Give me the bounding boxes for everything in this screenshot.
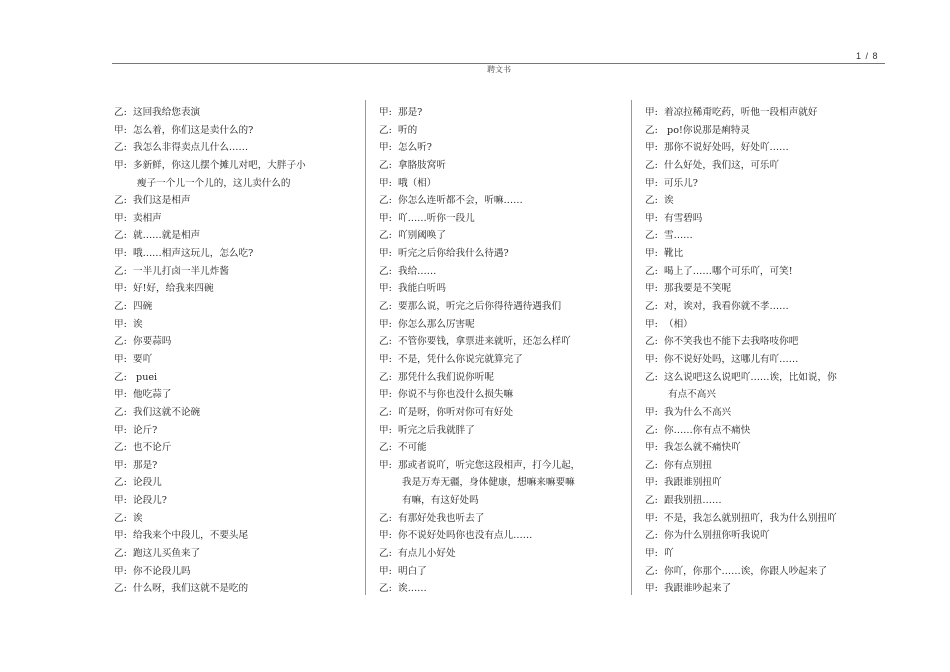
dialogue-line bbox=[379, 527, 627, 545]
dialogue-line bbox=[379, 333, 627, 351]
speaker-label: 乙: bbox=[645, 124, 658, 136]
dialogue-line bbox=[114, 580, 362, 598]
dialogue-line bbox=[114, 369, 362, 387]
dialogue-line bbox=[645, 369, 885, 387]
speaker-label: 乙: bbox=[114, 371, 127, 383]
dialogue-text: 就……就是相声 bbox=[133, 230, 201, 242]
dialogue-line bbox=[114, 510, 362, 528]
speaker-label: 乙: bbox=[114, 406, 127, 418]
dialogue-line bbox=[379, 104, 627, 122]
dialogue-line bbox=[645, 527, 885, 545]
dialogue-line bbox=[114, 563, 362, 581]
speaker-label: 甲: bbox=[379, 318, 392, 330]
speaker-label: 乙: bbox=[379, 230, 392, 242]
dialogue-text: 什么呀，我们这就不是吃的 bbox=[133, 583, 249, 595]
dialogue-text: 我怎么非得卖点儿什么…… bbox=[133, 142, 249, 154]
dialogue-line bbox=[645, 563, 885, 581]
speaker-label: 乙: bbox=[114, 230, 127, 242]
dialogue-text: 你吖，你那个……诶，你跟人吵起来了 bbox=[664, 565, 828, 577]
dialogue-text: 给我来个中段儿，不要头尾 bbox=[133, 530, 249, 542]
speaker-label: 甲: bbox=[379, 565, 392, 577]
speaker-label: 甲: bbox=[645, 406, 658, 418]
dialogue-text: 你怎么连听都不会，听嘛…… bbox=[398, 195, 523, 207]
speaker-label: 甲: bbox=[379, 212, 392, 224]
dialogue-text: 哦（相） bbox=[398, 177, 437, 189]
dialogue-text: 我跟谁别扭吖 bbox=[664, 477, 722, 489]
speaker-label: 乙: bbox=[645, 336, 658, 348]
speaker-label: 甲: bbox=[114, 318, 127, 330]
dialogue-text: puei bbox=[133, 371, 158, 383]
speaker-label: 乙: bbox=[114, 583, 127, 595]
dialogue-text: 那是? bbox=[133, 459, 158, 471]
dialogue-text: （相） bbox=[664, 318, 693, 330]
speaker-label: 甲: bbox=[645, 177, 658, 189]
speaker-label: 甲: bbox=[379, 177, 392, 189]
speaker-label: 甲: bbox=[379, 424, 392, 436]
speaker-label: 乙: bbox=[379, 265, 392, 277]
dialogue-line bbox=[645, 386, 885, 404]
dialogue-text: 有点不高兴 bbox=[668, 389, 716, 401]
dialogue-line bbox=[379, 210, 627, 228]
speaker-label: 甲: bbox=[114, 124, 127, 136]
dialogue-line bbox=[114, 492, 362, 510]
speaker-label: 甲: bbox=[645, 512, 658, 524]
dialogue-line bbox=[645, 122, 885, 140]
speaker-label: 乙: bbox=[379, 195, 392, 207]
dialogue-text: 明白了 bbox=[398, 565, 427, 577]
dialogue-text: 诶 bbox=[133, 512, 143, 524]
dialogue-line bbox=[645, 422, 885, 440]
dialogue-line bbox=[114, 386, 362, 404]
dialogue-line bbox=[379, 316, 627, 334]
speaker-label: 乙: bbox=[645, 495, 658, 507]
dialogue-text: 那是? bbox=[398, 107, 423, 118]
speaker-label: 甲: bbox=[114, 424, 127, 436]
dialogue-text: 那我要是不笑呢 bbox=[664, 283, 732, 295]
dialogue-line bbox=[114, 422, 362, 440]
speaker-label: 乙: bbox=[645, 530, 658, 542]
dialogue-line bbox=[645, 280, 885, 298]
speaker-label: 乙: bbox=[114, 107, 127, 118]
dialogue-text: 吖是呀，你听对你可有好处 bbox=[398, 406, 514, 418]
dialogue-text: 你不论段儿吗 bbox=[133, 565, 191, 577]
dialogue-line bbox=[645, 510, 885, 528]
speaker-label: 乙: bbox=[379, 124, 392, 136]
speaker-label: 甲: bbox=[114, 283, 127, 295]
dialogue-line bbox=[645, 457, 885, 475]
dialogue-line bbox=[114, 298, 362, 316]
dialogue-text: 靴比 bbox=[664, 248, 684, 260]
dialogue-text: 不可能 bbox=[398, 442, 427, 454]
dialogue-text: 那你不说好处吗，好处吖…… bbox=[664, 142, 789, 154]
dialogue-text: 也不论斤 bbox=[133, 442, 172, 454]
speaker-label: 甲: bbox=[645, 212, 658, 224]
dialogue-line bbox=[645, 175, 885, 193]
dialogue-text: 你……你有点不痛快 bbox=[664, 424, 751, 436]
dialogue-text: 论斤? bbox=[133, 424, 158, 436]
dialogue-line bbox=[114, 175, 362, 193]
dialogue-text: 我跟谁吵起来了 bbox=[664, 583, 732, 595]
speaker-label: 甲: bbox=[379, 459, 392, 471]
speaker-label: 乙: bbox=[114, 512, 127, 524]
dialogue-text: 什么好处，我们这，可乐吖 bbox=[664, 159, 780, 171]
dialogue-text: 我能白听吗 bbox=[398, 283, 446, 295]
speaker-label: 乙: bbox=[645, 371, 658, 383]
text-column-3 bbox=[645, 104, 885, 598]
speaker-label: 乙: bbox=[114, 142, 127, 154]
speaker-label: 甲: bbox=[114, 565, 127, 577]
dialogue-text: 你不说好处吗，这哪儿有吖…… bbox=[664, 353, 799, 365]
dialogue-text: 论段儿? bbox=[133, 495, 167, 507]
speaker-label: 甲: bbox=[114, 530, 127, 542]
speaker-label: 甲: bbox=[379, 353, 392, 365]
speaker-label: 甲: bbox=[645, 442, 658, 454]
speaker-label: 乙: bbox=[379, 371, 392, 383]
dialogue-text: 有雪碧吗 bbox=[664, 212, 703, 224]
dialogue-line bbox=[645, 298, 885, 316]
dialogue-text: 听完之后我就胖了 bbox=[398, 424, 475, 436]
dialogue-line bbox=[114, 439, 362, 457]
dialogue-line bbox=[379, 580, 627, 598]
speaker-label: 乙: bbox=[645, 424, 658, 436]
dialogue-line bbox=[645, 439, 885, 457]
speaker-label: 乙: bbox=[114, 195, 127, 207]
dialogue-text: 怎么听? bbox=[398, 142, 432, 154]
dialogue-line bbox=[645, 139, 885, 157]
speaker-label: 甲: bbox=[645, 318, 658, 330]
dialogue-text: 这回我给您表演 bbox=[133, 107, 201, 118]
document-title: 聘文书 bbox=[487, 65, 511, 74]
speaker-label: 乙: bbox=[645, 565, 658, 577]
dialogue-text: po!你说那是痢特灵 bbox=[664, 124, 750, 136]
dialogue-line bbox=[114, 316, 362, 334]
speaker-label: 甲: bbox=[379, 107, 392, 118]
dialogue-line bbox=[645, 351, 885, 369]
dialogue-text: 你说不与你也没什么损失嘛 bbox=[398, 389, 514, 401]
dialogue-line bbox=[114, 280, 362, 298]
dialogue-text: 吖 bbox=[664, 548, 674, 560]
speaker-label: 乙: bbox=[645, 301, 658, 313]
speaker-label: 乙: bbox=[114, 477, 127, 489]
speaker-label: 甲: bbox=[379, 283, 392, 295]
speaker-label: 乙: bbox=[114, 301, 127, 313]
dialogue-line bbox=[645, 192, 885, 210]
speaker-label: 甲: bbox=[114, 389, 127, 401]
speaker-label: 甲: bbox=[379, 530, 392, 542]
column-divider bbox=[365, 100, 366, 595]
speaker-label: 甲: bbox=[645, 583, 658, 595]
dialogue-line bbox=[645, 104, 885, 122]
speaker-label: 甲: bbox=[114, 495, 127, 507]
dialogue-line bbox=[379, 457, 627, 475]
dialogue-text: 我给…… bbox=[398, 265, 437, 277]
dialogue-line bbox=[114, 263, 362, 281]
dialogue-text: 我们这就不论碗 bbox=[133, 406, 201, 418]
dialogue-text: 他吃蒜了 bbox=[133, 389, 172, 401]
dialogue-line bbox=[645, 245, 885, 263]
dialogue-line bbox=[114, 122, 362, 140]
speaker-label: 乙: bbox=[645, 230, 658, 242]
dialogue-text: 你要蒜吗 bbox=[133, 336, 172, 348]
dialogue-text: 一半儿打卤一半儿炸酱 bbox=[133, 265, 229, 277]
dialogue-line bbox=[645, 492, 885, 510]
dialogue-text: 吖别阈唤了 bbox=[398, 230, 446, 242]
dialogue-text: 这么说吧这么说吧吖……诶，比如说，你 bbox=[664, 371, 837, 383]
speaker-label: 甲: bbox=[645, 142, 658, 154]
dialogue-line bbox=[379, 122, 627, 140]
speaker-label: 乙: bbox=[114, 265, 127, 277]
dialogue-line bbox=[379, 492, 627, 510]
dialogue-text: 要吖 bbox=[133, 353, 153, 365]
speaker-label: 甲: bbox=[114, 248, 127, 260]
dialogue-text: 诶 bbox=[133, 318, 143, 330]
dialogue-line bbox=[379, 263, 627, 281]
dialogue-line bbox=[645, 263, 885, 281]
dialogue-line bbox=[114, 210, 362, 228]
text-column-2 bbox=[379, 104, 627, 598]
speaker-label: 甲: bbox=[114, 212, 127, 224]
speaker-label: 乙: bbox=[379, 159, 392, 171]
dialogue-text: 跑这儿买鱼来了 bbox=[133, 548, 201, 560]
speaker-label: 甲: bbox=[114, 459, 127, 471]
speaker-label: 甲: bbox=[114, 353, 127, 365]
speaker-label: 甲: bbox=[379, 389, 392, 401]
dialogue-line bbox=[645, 227, 885, 245]
dialogue-line bbox=[645, 545, 885, 563]
dialogue-text: 论段儿 bbox=[133, 477, 162, 489]
dialogue-line bbox=[379, 227, 627, 245]
dialogue-line bbox=[379, 545, 627, 563]
dialogue-text: 着凉拉稀甭吃药，听他一段相声就好 bbox=[664, 107, 818, 118]
dialogue-line bbox=[379, 422, 627, 440]
dialogue-line bbox=[114, 474, 362, 492]
dialogue-line bbox=[379, 175, 627, 193]
text-column-1 bbox=[114, 104, 362, 598]
dialogue-line bbox=[645, 404, 885, 422]
dialogue-text: 我怎么就不痛快吖 bbox=[664, 442, 741, 454]
dialogue-line bbox=[379, 192, 627, 210]
dialogue-line bbox=[114, 333, 362, 351]
speaker-label: 乙: bbox=[379, 548, 392, 560]
dialogue-line bbox=[645, 580, 885, 598]
dialogue-line bbox=[379, 298, 627, 316]
dialogue-line bbox=[114, 404, 362, 422]
dialogue-line bbox=[379, 404, 627, 422]
speaker-label: 甲: bbox=[645, 477, 658, 489]
dialogue-text: 可乐儿? bbox=[664, 177, 698, 189]
dialogue-text: 不是，我怎么就别扭吖，我为什么别扭吖 bbox=[664, 512, 837, 524]
dialogue-text: 你为什么别扭你听我说吖 bbox=[664, 530, 770, 542]
speaker-label: 乙: bbox=[645, 459, 658, 471]
dialogue-text: 好!好，给我来四碗 bbox=[133, 283, 214, 295]
dialogue-line bbox=[645, 474, 885, 492]
dialogue-text: 吖……听你一段儿 bbox=[398, 212, 475, 224]
speaker-label: 甲: bbox=[379, 248, 392, 260]
dialogue-text: 跟我别扭…… bbox=[664, 495, 722, 507]
dialogue-line bbox=[379, 474, 627, 492]
speaker-label: 乙: bbox=[645, 159, 658, 171]
dialogue-line bbox=[645, 333, 885, 351]
speaker-label: 乙: bbox=[379, 336, 392, 348]
dialogue-line bbox=[114, 527, 362, 545]
dialogue-line bbox=[114, 139, 362, 157]
dialogue-line bbox=[379, 439, 627, 457]
dialogue-line bbox=[379, 245, 627, 263]
dialogue-line bbox=[379, 351, 627, 369]
speaker-label: 甲: bbox=[645, 283, 658, 295]
dialogue-text: 我为什么不高兴 bbox=[664, 406, 732, 418]
dialogue-line bbox=[645, 316, 885, 334]
dialogue-text: 那凭什么我们说你听呢 bbox=[398, 371, 494, 383]
dialogue-text: 诶…… bbox=[398, 583, 427, 595]
speaker-label: 甲: bbox=[379, 142, 392, 154]
speaker-label: 乙: bbox=[379, 512, 392, 524]
dialogue-text: 诶 bbox=[664, 195, 674, 207]
dialogue-line bbox=[645, 157, 885, 175]
dialogue-line bbox=[379, 157, 627, 175]
speaker-label: 甲: bbox=[645, 353, 658, 365]
dialogue-text: 听的 bbox=[398, 124, 418, 136]
dialogue-line bbox=[114, 104, 362, 122]
dialogue-text: 不是，凭什么你说完就算完了 bbox=[398, 353, 523, 365]
dialogue-line bbox=[114, 351, 362, 369]
dialogue-line bbox=[114, 227, 362, 245]
dialogue-text: 那或者说吖，听完您这段相声，打今儿起， bbox=[398, 459, 581, 471]
dialogue-line bbox=[379, 139, 627, 157]
dialogue-text: 有嘛，有这好处吗 bbox=[402, 495, 479, 507]
dialogue-text: 拿胳肢窝听 bbox=[398, 159, 446, 171]
speaker-label: 乙: bbox=[379, 442, 392, 454]
dialogue-text: 雪…… bbox=[664, 230, 693, 242]
dialogue-text: 你怎么那么厉害呢 bbox=[398, 318, 475, 330]
dialogue-text: 你不说好处吗你也没有点儿…… bbox=[398, 530, 533, 542]
dialogue-text: 怎么着，你们这是卖什么的? bbox=[133, 124, 254, 136]
speaker-label: 甲: bbox=[645, 548, 658, 560]
speaker-label: 乙: bbox=[379, 583, 392, 595]
dialogue-text: 要那么说，听完之后你得待遇待遇我们 bbox=[398, 301, 562, 313]
speaker-label: 乙: bbox=[379, 406, 392, 418]
speaker-label: 乙: bbox=[645, 265, 658, 277]
speaker-label: 乙: bbox=[114, 336, 127, 348]
dialogue-text: 不管你要钱，拿票进来就听，还怎么样吖 bbox=[398, 336, 571, 348]
dialogue-text: 多新鲜，你这儿摆个摊儿对吧，大胖子小 bbox=[133, 159, 306, 171]
speaker-label: 甲: bbox=[645, 107, 658, 118]
column-divider bbox=[631, 100, 632, 595]
dialogue-text: 有那好处我也听去了 bbox=[398, 512, 485, 524]
dialogue-line bbox=[114, 245, 362, 263]
dialogue-text: 你有点别扭 bbox=[664, 459, 712, 471]
dialogue-text: 哦……相声这玩儿，怎么吃? bbox=[133, 248, 254, 260]
dialogue-line bbox=[645, 210, 885, 228]
dialogue-text: 瘦子一个儿一个儿的，这儿卖什么的 bbox=[137, 177, 291, 189]
speaker-label: 乙: bbox=[379, 301, 392, 313]
dialogue-text: 有点儿小好处 bbox=[398, 548, 456, 560]
speaker-label: 乙: bbox=[645, 195, 658, 207]
dialogue-line bbox=[114, 457, 362, 475]
dialogue-text: 听完之后你给我什么待遇? bbox=[398, 248, 509, 260]
speaker-label: 甲: bbox=[645, 248, 658, 260]
dialogue-line bbox=[379, 280, 627, 298]
dialogue-line bbox=[114, 157, 362, 175]
speaker-label: 乙: bbox=[114, 442, 127, 454]
dialogue-text: 对，诶对，我看你就不孝…… bbox=[664, 301, 789, 313]
dialogue-text: 我们这是相声 bbox=[133, 195, 191, 207]
page-indicator: 1 / 8 bbox=[856, 51, 879, 61]
dialogue-text: 卖相声 bbox=[133, 212, 162, 224]
dialogue-line bbox=[379, 386, 627, 404]
dialogue-text: 四碗 bbox=[133, 301, 153, 313]
dialogue-text: 我是万寿无疆，身体健康，想嘛来嘛要嘛 bbox=[402, 477, 575, 489]
dialogue-line bbox=[114, 545, 362, 563]
dialogue-line bbox=[379, 563, 627, 581]
dialogue-line bbox=[379, 510, 627, 528]
dialogue-line bbox=[114, 192, 362, 210]
dialogue-text: 喝上了……哪个可乐吖，可笑! bbox=[664, 265, 793, 277]
speaker-label: 甲: bbox=[114, 159, 127, 171]
dialogue-line bbox=[379, 369, 627, 387]
dialogue-text: 你不笑我也不能下去我咯吱你吧 bbox=[664, 336, 799, 348]
speaker-label: 乙: bbox=[114, 548, 127, 560]
